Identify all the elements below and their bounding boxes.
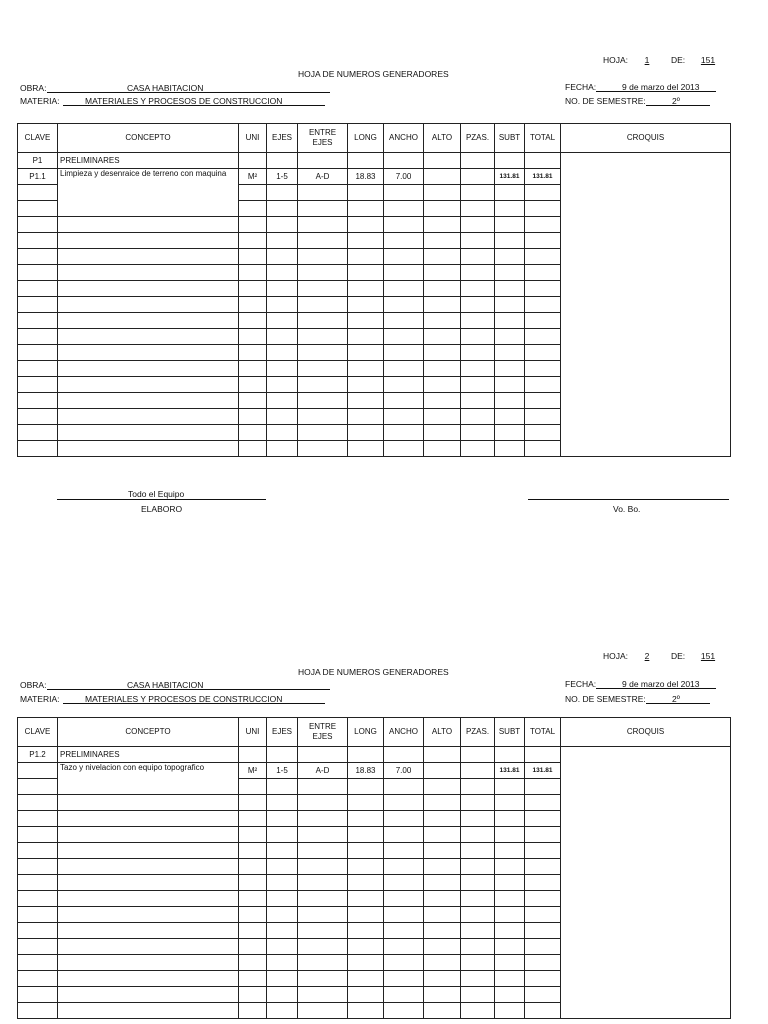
- uni-cell: M²: [239, 763, 267, 779]
- col-total: TOTAL: [525, 124, 561, 153]
- total-cell: 131.81: [525, 763, 561, 779]
- croquis-area: [561, 747, 731, 1019]
- col-ejes: EJES: [267, 124, 298, 153]
- generadores-table: [17, 717, 731, 1019]
- hoja-value: 2: [644, 651, 650, 661]
- entre-ejes-cell: A-D: [298, 763, 348, 779]
- ancho-cell: 7.00: [384, 169, 424, 185]
- de-value: 151: [700, 651, 716, 661]
- subt-cell: 131.81: [495, 169, 525, 185]
- col-concepto: CONCEPTO: [58, 718, 239, 747]
- ejes-cell: 1-5: [267, 763, 298, 779]
- elaboro-label: ELABORO: [141, 504, 183, 514]
- fecha-value: 9 de marzo del 2013: [622, 679, 700, 689]
- elaboro-name: Todo el Equipo: [128, 489, 185, 499]
- col-long: LONG: [348, 718, 384, 747]
- ejes-cell: 1-5: [267, 169, 298, 185]
- col-alto: ALTO: [424, 718, 461, 747]
- col-alto: ALTO: [424, 124, 461, 153]
- semestre-value: 2º: [672, 96, 680, 106]
- fecha-label: FECHA:: [565, 679, 597, 689]
- obra-label: OBRA:: [20, 83, 47, 93]
- long-cell: 18.83: [348, 763, 384, 779]
- entre-ejes-cell: A-D: [298, 169, 348, 185]
- hoja-label: HOJA:: [603, 55, 629, 65]
- col-concepto: CONCEPTO: [58, 124, 239, 153]
- materia-label: MATERIA:: [20, 96, 60, 106]
- col-uni: UNI: [239, 718, 267, 747]
- col-total: TOTAL: [525, 718, 561, 747]
- col-subt: SUBT: [495, 718, 525, 747]
- fecha-label: FECHA:: [565, 82, 597, 92]
- col-ancho: ANCHO: [384, 718, 424, 747]
- clave-cell: P1: [18, 153, 58, 169]
- hoja-value: 1: [644, 55, 650, 65]
- col-long: LONG: [348, 124, 384, 153]
- semestre-label: NO. DE SEMESTRE:: [565, 96, 646, 106]
- concepto-cell: PRELIMINARES: [58, 747, 239, 763]
- table-row: [18, 747, 731, 763]
- long-cell: 18.83: [348, 169, 384, 185]
- total-cell: 131.81: [525, 169, 561, 185]
- col-ancho: ANCHO: [384, 124, 424, 153]
- col-clave: CLAVE: [18, 718, 58, 747]
- fecha-value: 9 de marzo del 2013: [622, 82, 700, 92]
- col-ejes: EJES: [267, 718, 298, 747]
- concepto-cell: Limpieza y desenraice de terreno con maquina: [58, 169, 239, 217]
- clave-cell: P1.1: [18, 169, 58, 185]
- col-entre-ejes: ENTRE EJES: [298, 718, 348, 747]
- col-croquis: CROQUIS: [561, 718, 731, 747]
- concepto-cell: PRELIMINARES: [58, 153, 239, 169]
- subt-cell: 131.81: [495, 763, 525, 779]
- concepto-cell: Tazo y nivelacion con equipo topografico: [58, 763, 239, 795]
- ancho-cell: 7.00: [384, 763, 424, 779]
- hoja-label: HOJA:: [603, 651, 629, 661]
- vobo-label: Vo. Bo.: [613, 504, 641, 514]
- uni-cell: M²: [239, 169, 267, 185]
- col-subt: SUBT: [495, 124, 525, 153]
- de-label: DE:: [671, 55, 686, 65]
- obra-label: OBRA:: [20, 680, 47, 690]
- col-croquis: CROQUIS: [561, 124, 731, 153]
- sheet-title: HOJA DE NUMEROS GENERADORES: [298, 667, 449, 677]
- de-value: 151: [700, 55, 716, 65]
- de-label: DE:: [671, 651, 686, 661]
- obra-value: CASA HABITACION: [127, 680, 204, 690]
- col-uni: UNI: [239, 124, 267, 153]
- semestre-label: NO. DE SEMESTRE:: [565, 694, 646, 704]
- col-clave: CLAVE: [18, 124, 58, 153]
- materia-label: MATERIA:: [20, 694, 60, 704]
- col-pzas: PZAS.: [461, 124, 495, 153]
- obra-value: CASA HABITACION: [127, 83, 204, 93]
- clave-cell: [18, 763, 58, 779]
- col-pzas: PZAS.: [461, 718, 495, 747]
- materia-value: MATERIALES Y PROCESOS DE CONSTRUCCION: [85, 96, 283, 106]
- col-entre-ejes: ENTRE EJES: [298, 124, 348, 153]
- materia-value: MATERIALES Y PROCESOS DE CONSTRUCCION: [85, 694, 283, 704]
- semestre-value: 2º: [672, 694, 680, 704]
- sheet-title: HOJA DE NUMEROS GENERADORES: [298, 69, 449, 79]
- clave-cell: P1.2: [18, 747, 58, 763]
- header-row: [18, 718, 731, 747]
